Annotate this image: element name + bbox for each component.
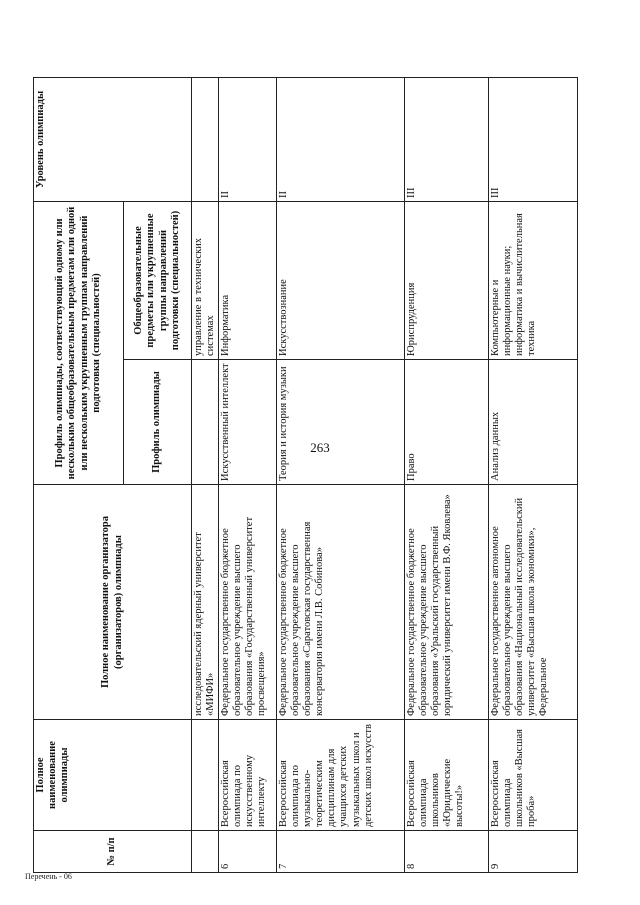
cell-name: Всероссийская олимпиада по музыкально-теоретическим дисциплинам для учащихся детских музыкальных школ и детских школ искусств bbox=[277, 720, 405, 831]
cell-num: 6 bbox=[219, 831, 277, 873]
footer-note: Перечень - 06 bbox=[25, 872, 72, 881]
cell-num: 9 bbox=[489, 831, 578, 873]
cell-profile: Анализ данных bbox=[489, 360, 578, 485]
cell-subjects: Компьютерные и информационные науки; информатика и вычислительная техника bbox=[489, 202, 578, 360]
cell-num bbox=[192, 831, 219, 873]
page-number: 263 bbox=[310, 440, 330, 455]
table-row bbox=[192, 78, 219, 873]
cell-name: Всероссийская олимпиада школьников «Высшая проба» bbox=[489, 720, 578, 831]
cell-subjects: Информатика bbox=[219, 202, 277, 360]
olympiad-table bbox=[33, 77, 578, 873]
table-row bbox=[405, 78, 489, 873]
table-row bbox=[277, 78, 405, 873]
cell-level bbox=[192, 78, 219, 202]
cell-profile: Право bbox=[405, 360, 489, 485]
rotated-table-container bbox=[33, 78, 575, 873]
cell-organizer: Федеральное государственное бюджетное образовательное учреждение высшего образования «Уральский государственный юридический университет имени В.Ф. Яковлева» bbox=[405, 485, 489, 720]
header-profile: Профиль олимпиады bbox=[124, 360, 192, 485]
cell-profile bbox=[192, 360, 219, 485]
header-organizer: Полное наименование организатора (организаторов) олимпиады bbox=[34, 485, 192, 720]
table-row bbox=[219, 78, 277, 873]
cell-name: Всероссийская олимпиада по искусственному интеллекту bbox=[219, 720, 277, 831]
cell-num: 8 bbox=[405, 831, 489, 873]
cell-level: III bbox=[405, 78, 489, 202]
cell-level: II bbox=[219, 78, 277, 202]
cell-num: 7 bbox=[277, 831, 405, 873]
cell-subjects: управление в технических системах bbox=[192, 202, 219, 360]
cell-organizer: исследовательский ядерный университет «МИФИ» bbox=[192, 485, 219, 720]
cell-subjects: Юриспруденция bbox=[405, 202, 489, 360]
cell-organizer: Федеральное государственное бюджетное образовательное учреждение высшего образования «Саратовская государственная консерватория имени Л.В. Собинова» bbox=[277, 485, 405, 720]
cell-profile: Искусственный интеллект bbox=[219, 360, 277, 485]
cell-organizer: Федеральное государственное автономное образовательное учреждение высшего образования «Национальный исследовательский университет «Высшая школа экономики», Федеральное bbox=[489, 485, 578, 720]
cell-level: III bbox=[489, 78, 578, 202]
cell-name bbox=[192, 720, 219, 831]
table-row bbox=[489, 78, 578, 873]
header-num: № п/п bbox=[34, 831, 192, 873]
cell-name: Всероссийская олимпиада школьников «Юридические высоты!» bbox=[405, 720, 489, 831]
cell-level: II bbox=[277, 78, 405, 202]
cell-organizer: Федеральное государственное бюджетное образовательное учреждение высшего образования «Государственный университет просвещения» bbox=[219, 485, 277, 720]
cell-subjects: Искусствознание bbox=[277, 202, 405, 360]
header-profile-group: Профиль олимпиады, соответствующий одному или нескольким общеобразовательным предметам или одной или нескольким укрупненным группам направлений подготовки (специальностей) bbox=[34, 202, 124, 485]
header-name: Полное наименование олимпиады bbox=[34, 720, 192, 831]
header-level: Уровень олимпиады bbox=[34, 78, 192, 202]
header-subjects: Общеобразовательные предметы или укрупненные группы направлений подготовки (специальностей) bbox=[124, 202, 192, 360]
cell-profile: Теория и история музыки bbox=[277, 360, 405, 485]
